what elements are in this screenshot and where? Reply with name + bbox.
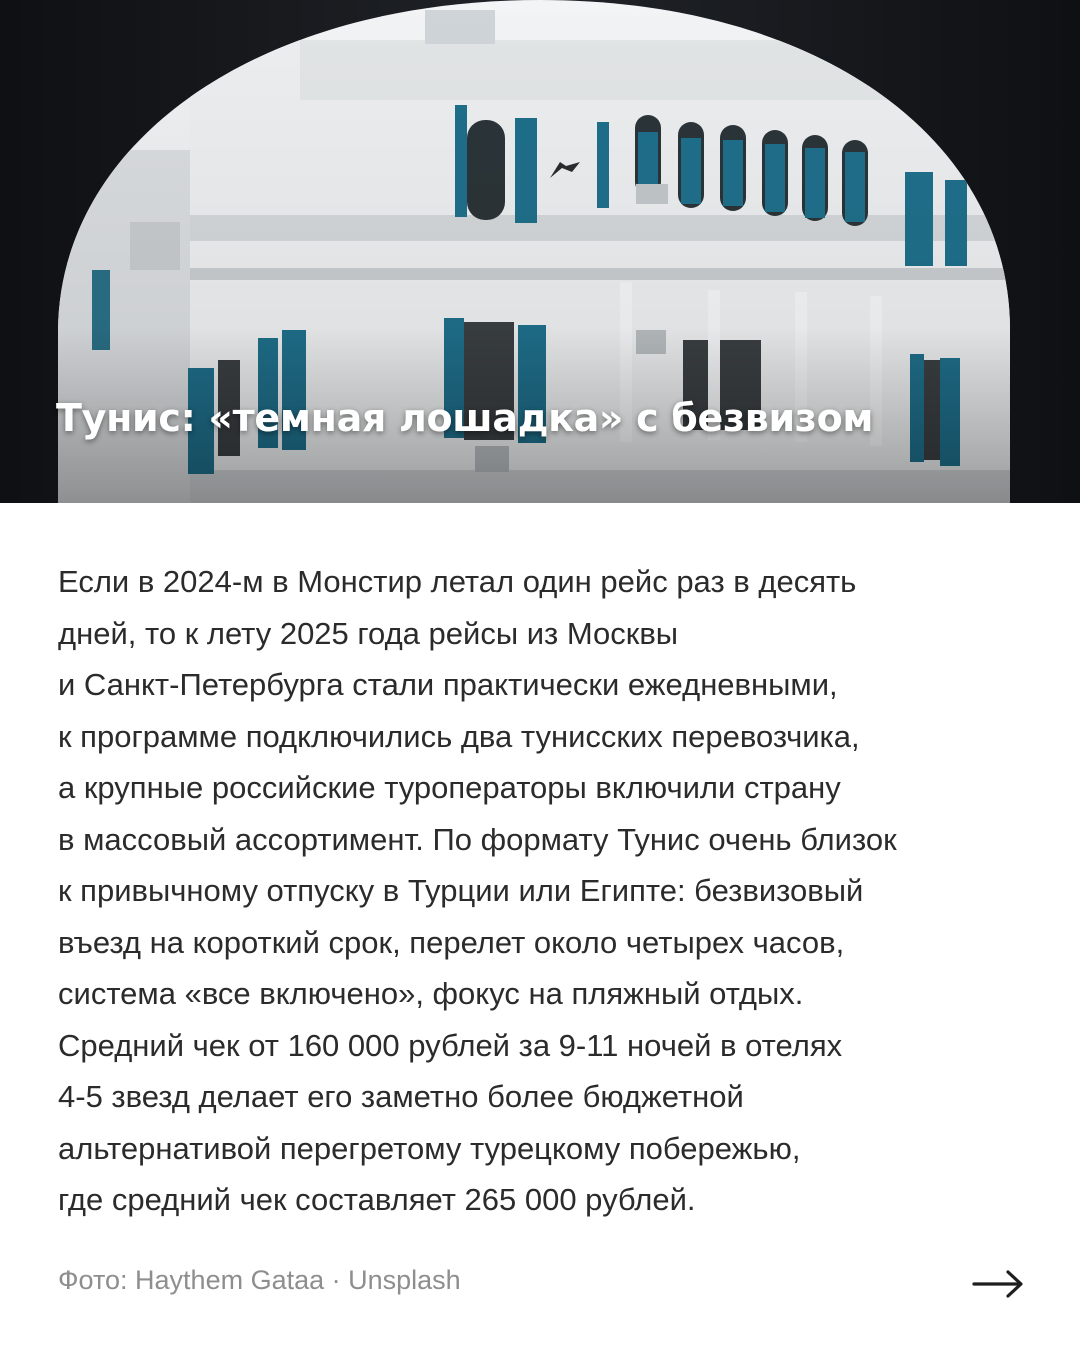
body-line: въезд на короткий срок, перелет около четырех часов,	[58, 924, 845, 960]
body-line: 4-5 звезд делает его заметно более бюджетной	[58, 1079, 744, 1114]
body-line: к программе подключились два тунисских перевозчика,	[58, 718, 860, 754]
next-button[interactable]	[968, 1262, 1028, 1306]
hero-banner	[0, 0, 1080, 503]
page-title: Тунис: «темная лошадка» с безвизом	[56, 396, 874, 440]
body-line: Если в 2024-м в Монстир летал один рейс раз в десять	[58, 564, 857, 599]
body-line: дней, то к лету 2025 года рейсы из Москвы	[58, 615, 679, 651]
photo-credit: Фото: Haythem Gataa · Unsplash	[58, 1265, 461, 1295]
body-line: Средний чек от 160 000 рублей за 9-11 ночей в отелях	[58, 1027, 843, 1063]
article-body	[58, 556, 1033, 1226]
arrow-right-icon	[968, 1262, 1028, 1306]
body-line: и Санкт-Петербурга стали практически ежедневными,	[58, 667, 838, 702]
body-line: к привычному отпуску в Турции или Египте: безвизовый	[58, 873, 864, 908]
body-line: альтернативой перегретому турецкому побережью,	[58, 1130, 801, 1166]
body-line: а крупные российские туроператоры включили страну	[58, 770, 841, 805]
body-line: система «все включено», фокус на пляжный отдых.	[58, 976, 804, 1011]
body-line: где средний чек составляет 265 000 рублей.	[58, 1182, 696, 1217]
body-line: в массовый ассортимент. По формату Тунис очень близок	[58, 821, 897, 857]
